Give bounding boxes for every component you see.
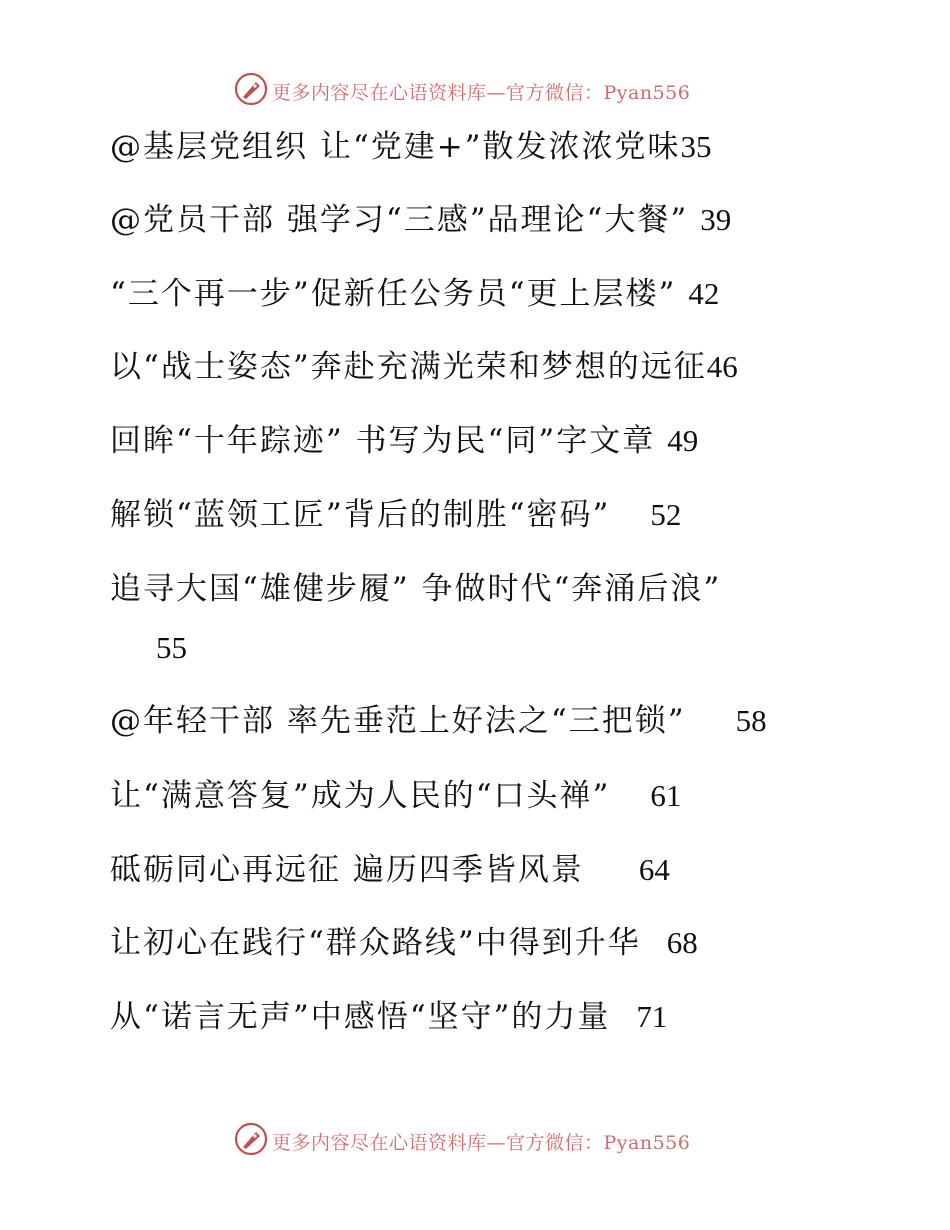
toc-entry-page: 52 xyxy=(650,497,682,532)
footer-banner xyxy=(0,1120,950,1160)
toc-entry[interactable] xyxy=(110,347,830,387)
toc-entry-title: 解锁“蓝领工匠”背后的制胜“密码” xyxy=(110,497,611,533)
toc-entry[interactable] xyxy=(110,274,830,314)
pen-nib-logo-icon xyxy=(234,1122,268,1156)
toc-entry-title: 从“诺言无声”中感悟“坚守”的力量 xyxy=(110,999,611,1035)
toc-entry-title: 让“满意答复”成为人民的“口头禅” xyxy=(110,778,611,814)
toc-entry-title: 砥砺同心再远征 遍历四季皆风景 xyxy=(110,852,584,888)
toc-entry-title: @党员干部 强学习“三感”品理论“大餐” xyxy=(110,202,689,238)
toc-entry-title: 让初心在践行“群众路线”中得到升华 xyxy=(110,925,641,961)
toc-entry-page: 68 xyxy=(666,925,698,960)
toc-entry[interactable] xyxy=(110,850,830,890)
toc-entry-title: 以“战士姿态”奔赴充满光荣和梦想的远征 xyxy=(110,349,707,385)
toc-entry[interactable] xyxy=(110,569,830,609)
toc-entry-page: 71 xyxy=(636,999,668,1034)
toc-entry-page: 58 xyxy=(735,703,767,738)
toc-entry-page: 35 xyxy=(680,129,712,164)
toc-entry-title: @年轻干部 率先垂范上好法之“三把锁” xyxy=(110,703,686,739)
toc-entry-page: 61 xyxy=(650,778,682,813)
toc-entry[interactable] xyxy=(110,701,830,741)
toc-entry-title: @基层党组织 让“党建+”散发浓浓党味 xyxy=(110,129,681,165)
header-text: 更多内容尽在心语资料库—官方微信：Pyan556 xyxy=(272,82,691,104)
toc-entry[interactable] xyxy=(110,997,830,1037)
footer-text: 更多内容尽在心语资料库—官方微信：Pyan556 xyxy=(272,1132,691,1154)
toc-entry[interactable] xyxy=(110,127,830,167)
toc-entry-page: 39 xyxy=(700,202,732,237)
toc-entry-page: 64 xyxy=(638,852,670,887)
toc-entry[interactable] xyxy=(110,776,830,816)
toc-entry-title: 追寻大国“雄健步履” 争做时代“奔涌后浪” xyxy=(110,571,722,607)
toc-entry-page: 46 xyxy=(706,349,738,384)
toc-entry[interactable] xyxy=(110,200,830,240)
toc-entry-page: 49 xyxy=(667,423,699,458)
toc-entry[interactable] xyxy=(110,421,830,461)
toc-entry-page: 55 xyxy=(156,630,187,665)
toc-entry-title: 回眸“十年踪迹” 书写为民“同”字文章 xyxy=(110,423,656,459)
toc-entry[interactable] xyxy=(110,495,830,535)
toc-entry-title: “三个再一步”促新任公务员“更上层楼” xyxy=(110,276,677,312)
toc-entry-page: 42 xyxy=(688,276,720,311)
toc-entry[interactable] xyxy=(110,923,830,963)
